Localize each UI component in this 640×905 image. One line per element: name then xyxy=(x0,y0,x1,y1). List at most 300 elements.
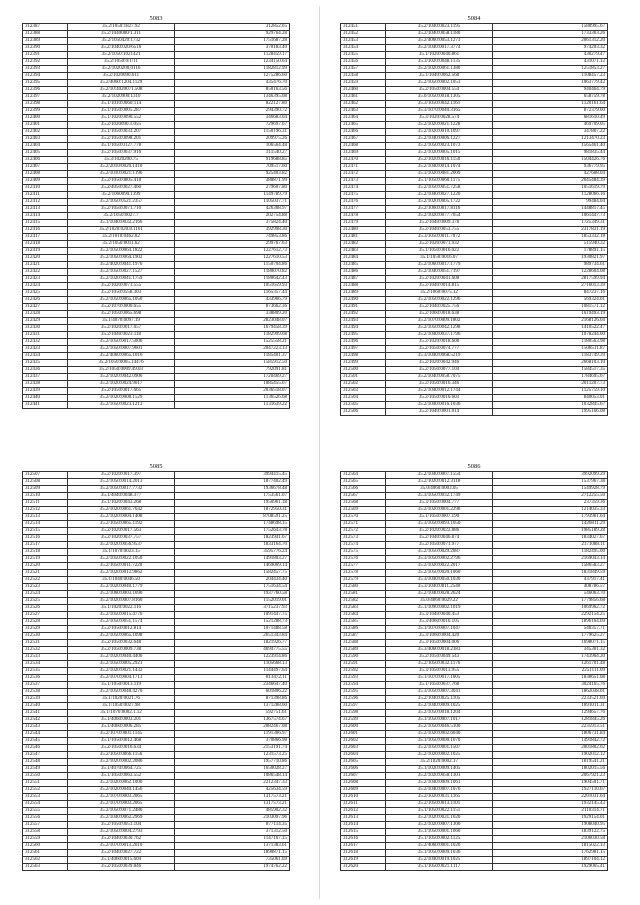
amount-cell: 1872950.31 xyxy=(175,507,290,514)
row-id-cell: 312503 xyxy=(341,388,386,395)
row-id-cell: 312426 xyxy=(23,297,68,304)
row-id-cell: 312501 xyxy=(341,374,386,381)
reference-cell: 35.1/1020:0021.76 xyxy=(68,696,175,703)
row-id-cell: 312486 xyxy=(341,269,386,276)
reference-cell: 35.2/1020:0041.1759 xyxy=(68,276,175,283)
table-row xyxy=(23,801,290,808)
amount-cell: 813472.11 xyxy=(175,675,290,682)
reference-cell: 35.2/1020:0031.1020 xyxy=(386,815,493,822)
reference-cell: 35.2/1020:0041.608 xyxy=(386,276,493,283)
table-row xyxy=(23,633,290,640)
table-row xyxy=(341,213,608,220)
amount-cell: 1061447.73 xyxy=(493,213,608,220)
row-id-cell: 312506 xyxy=(341,409,386,416)
reference-cell: 35.2/1040:0012.1744 xyxy=(386,388,493,395)
reference-cell: 35.2/1050:0071.977 xyxy=(386,542,493,549)
row-id-cell: 312390 xyxy=(23,45,68,52)
reference-cell: 35.1/1070:0007.1047 xyxy=(386,626,493,633)
row-id-cell: 312473 xyxy=(341,178,386,185)
reference-cell: 35.2/1020:0017.057 xyxy=(68,325,175,332)
reference-cell: 35.2/1020:0040.1456 xyxy=(68,787,175,794)
table-row xyxy=(341,773,608,780)
row-id-cell: 312428 xyxy=(23,311,68,318)
reference-cell: 35.2/1050:0037.916 xyxy=(68,150,175,157)
table-row xyxy=(341,143,608,150)
reference-cell: 35.2/1050:0066.1156 xyxy=(68,752,175,759)
reference-cell: 35.2/1020:0002.17 xyxy=(386,759,493,766)
table-row xyxy=(23,164,290,171)
amount-cell: 1213470.23 xyxy=(493,136,608,143)
row-id-cell: 312548 xyxy=(23,759,68,766)
reference-cell: 35.3/1070:0040.3165 xyxy=(386,108,493,115)
row-id-cell: 312573 xyxy=(341,535,386,542)
table-block-3 xyxy=(22,463,290,871)
table-row xyxy=(341,759,608,766)
amount-cell: 546063.70 xyxy=(493,591,608,598)
amount-cell: 3992099.29 xyxy=(493,472,608,479)
row-id-cell: 312388 xyxy=(23,31,68,38)
reference-cell: 35.1/1050:0013.119 xyxy=(68,682,175,689)
reference-cell: 35.0/4060:0003.05 xyxy=(386,486,493,493)
row-id-cell: 312467 xyxy=(341,136,386,143)
amount-cell: 1085455.07 xyxy=(175,381,290,388)
table-row xyxy=(23,563,290,570)
row-id-cell: 312461 xyxy=(341,94,386,101)
table-row xyxy=(23,157,290,164)
row-id-cell: 312389 xyxy=(23,38,68,45)
amount-cell: 1580995.67 xyxy=(493,24,608,31)
table-row xyxy=(341,843,608,850)
row-id-cell: 312577 xyxy=(341,563,386,570)
row-id-cell: 312480 xyxy=(341,227,386,234)
reference-cell: 35.2/1060:0003.1690 xyxy=(68,591,175,598)
amount-cell: 1152019.01 xyxy=(175,598,290,605)
amount-cell: 1930821.97 xyxy=(493,255,608,262)
row-id-cell: 312507 xyxy=(23,472,68,479)
reference-cell: 35.3/1050:0011.7072 xyxy=(386,234,493,241)
reference-cell: 35.2/1040:0051.7197 xyxy=(386,269,493,276)
row-id-cell: 312400 xyxy=(23,115,68,122)
row-id-cell: 312522 xyxy=(23,577,68,584)
amount-cell: 1185401.37 xyxy=(175,353,290,360)
table-row xyxy=(23,752,290,759)
amount-cell: 1469069.14 xyxy=(175,563,290,570)
data-table xyxy=(340,23,608,416)
table-row xyxy=(23,850,290,857)
table-row xyxy=(23,122,290,129)
reference-cell: 35.1/1020:0022.116 xyxy=(68,605,175,612)
amount-cell: 204434.40 xyxy=(175,577,290,584)
row-id-cell: 312617 xyxy=(341,843,386,850)
amount-cell: 1128459.17 xyxy=(175,52,290,59)
row-id-cell: 312403 xyxy=(23,136,68,143)
row-id-cell: 312526 xyxy=(23,605,68,612)
table-row xyxy=(341,220,608,227)
amount-cell: 1182999.68 xyxy=(175,332,290,339)
reference-cell: 35.2/1040:0028.2624 xyxy=(386,591,493,598)
table-row xyxy=(341,542,608,549)
amount-cell: 202754.88 xyxy=(175,213,290,220)
table-title: 5084 xyxy=(467,15,481,22)
row-id-cell: 312504 xyxy=(341,395,386,402)
row-id-cell: 312596 xyxy=(341,696,386,703)
amount-cell: 1784695.67 xyxy=(493,374,608,381)
amount-cell: 1834027.67 xyxy=(493,535,608,542)
table-row xyxy=(341,115,608,122)
reference-cell: 35.3/1050:0013.955 xyxy=(386,668,493,675)
row-id-cell: 312569 xyxy=(341,507,386,514)
row-id-cell: 312510 xyxy=(23,493,68,500)
row-id-cell: 312530 xyxy=(23,633,68,640)
amount-cell: 1180070.82 xyxy=(175,269,290,276)
row-id-cell: 312387 xyxy=(23,24,68,31)
reference-cell: 35.1/1050:0033.207 xyxy=(68,129,175,136)
table-row xyxy=(23,472,290,479)
table-row xyxy=(341,731,608,738)
table-row xyxy=(341,262,608,269)
amount-cell: 375824.40 xyxy=(175,220,290,227)
amount-cell: 925403.82 xyxy=(175,171,290,178)
reference-cell: 35.3/1040:0040.453 xyxy=(386,612,493,619)
row-id-cell: 312422 xyxy=(23,269,68,276)
reference-cell: 35.1/4070:0097.19 xyxy=(68,318,175,325)
row-id-cell: 312405 xyxy=(23,150,68,157)
amount-cell: 1733303.26 xyxy=(493,31,608,38)
table-row xyxy=(341,80,608,87)
reference-cell: 35.2/1020:0071.932 xyxy=(386,241,493,248)
reference-cell: 35.2/1050:0065.1192 xyxy=(68,521,175,528)
row-id-cell: 312406 xyxy=(23,157,68,164)
amount-cell: 1182812.99 xyxy=(175,66,290,73)
amount-cell: 1426811.29 xyxy=(493,521,608,528)
row-id-cell: 312541 xyxy=(23,710,68,717)
row-id-cell: 312432 xyxy=(23,339,68,346)
row-id-cell: 312407 xyxy=(23,164,68,171)
amount-cell: 981835.44 xyxy=(493,150,608,157)
reference-cell: 35.1/1040:0032.2166 xyxy=(68,220,175,227)
reference-cell: 35.2/1020:0062.1000 xyxy=(68,780,175,787)
amount-cell: 1793961.64 xyxy=(493,514,608,521)
reference-cell: 35.2/1040080/1.311 xyxy=(68,31,175,38)
amount-cell: 345301.32 xyxy=(493,647,608,654)
reference-cell: 35.2/1050:0027.7 xyxy=(68,213,175,220)
table-row xyxy=(341,52,608,59)
table-row xyxy=(341,255,608,262)
table-row xyxy=(341,108,608,115)
reference-cell: 35.3/1050:0004.006 xyxy=(386,640,493,647)
amount-cell: 1491803.27 xyxy=(175,556,290,563)
row-id-cell: 312496 xyxy=(341,339,386,346)
table-row xyxy=(341,647,608,654)
reference-cell: 35.2/1050:0046.5100 xyxy=(386,724,493,731)
table-row xyxy=(23,759,290,766)
row-id-cell: 312605 xyxy=(341,759,386,766)
table-row xyxy=(23,129,290,136)
row-id-cell: 312495 xyxy=(341,332,386,339)
table-row xyxy=(341,472,608,479)
amount-cell: 2346647.40 xyxy=(175,682,290,689)
amount-cell: 1261701.48 xyxy=(493,661,608,668)
amount-cell: 1932145.43 xyxy=(493,801,608,808)
table-row xyxy=(341,850,608,857)
row-id-cell: 312498 xyxy=(341,353,386,360)
row-id-cell: 312619 xyxy=(341,857,386,864)
amount-cell: 569324.01 xyxy=(493,297,608,304)
reference-cell: 35.2/1060:0075.12 xyxy=(386,290,493,297)
row-id-cell: 312556 xyxy=(23,815,68,822)
amount-cell: 1367574.67 xyxy=(175,717,290,724)
amount-cell: 2233521.69 xyxy=(493,696,608,703)
amount-cell: 1182495.00 xyxy=(493,549,608,556)
table-row xyxy=(341,388,608,395)
table-row xyxy=(341,248,608,255)
reference-cell: 35.0/1050:0018.1305 xyxy=(386,94,493,101)
table-row xyxy=(341,178,608,185)
table-row xyxy=(23,836,290,843)
amount-cell: 430279.47 xyxy=(493,52,608,59)
amount-cell: 3595776.24 xyxy=(175,549,290,556)
table-block-2 xyxy=(340,15,608,416)
table-row xyxy=(341,59,608,66)
amount-cell: 485902.32 xyxy=(175,808,290,815)
reference-cell: 35.1/1050:0037.768 xyxy=(386,682,493,689)
reference-cell: 35.2/1050:0017.665 xyxy=(68,388,175,395)
reference-cell: 35.2/1070:0001.1145 xyxy=(68,731,175,738)
amount-cell: 1317573.21 xyxy=(175,801,290,808)
amount-cell: 847237.16 xyxy=(493,290,608,297)
reference-cell: 35.2/1020:0061.1380 xyxy=(386,66,493,73)
row-id-cell: 312566 xyxy=(341,486,386,493)
amount-cell: 1521288.73 xyxy=(175,619,290,626)
row-id-cell: 312440 xyxy=(23,395,68,402)
reference-cell: 35.2/1040:0058.1180 xyxy=(386,31,493,38)
amount-cell: 1165357.44 xyxy=(175,290,290,297)
amount-cell: 437917.41 xyxy=(493,577,608,584)
amount-cell: 1853332.18 xyxy=(493,234,608,241)
reference-cell: 35.2/1050:0020.1060 xyxy=(386,570,493,577)
row-id-cell: 312579 xyxy=(341,577,386,584)
row-id-cell: 312399 xyxy=(23,108,68,115)
reference-cell: 35.2/1040:0027.722 xyxy=(68,850,175,857)
reference-cell: 35.1/4060:0015.604 xyxy=(68,857,175,864)
reference-cell: 35.2/1040:0023.1195 xyxy=(386,24,493,31)
row-id-cell: 312454 xyxy=(341,45,386,52)
amount-cell: 2168126.04 xyxy=(493,318,608,325)
row-id-cell: 312499 xyxy=(341,360,386,367)
reference-cell: 35.1/1050:0016.022 xyxy=(386,248,493,255)
amount-cell: 4694775.55 xyxy=(175,647,290,654)
table-row xyxy=(23,311,290,318)
amount-cell: 1069962.72 xyxy=(493,605,608,612)
row-id-cell: 312462 xyxy=(341,101,386,108)
table-row xyxy=(23,24,290,31)
amount-cell: 871398.86 xyxy=(175,696,290,703)
row-id-cell: 312529 xyxy=(23,626,68,633)
row-id-cell: 312576 xyxy=(341,556,386,563)
table-row xyxy=(341,129,608,136)
row-id-cell: 312458 xyxy=(341,73,386,80)
row-id-cell: 312502 xyxy=(341,381,386,388)
row-id-cell: 312599 xyxy=(341,717,386,724)
table-row xyxy=(23,780,290,787)
amount-cell: 2171088.11 xyxy=(493,542,608,549)
reference-cell: 35.2/1050:0016.603 xyxy=(386,395,493,402)
amount-cell: 1183749.39 xyxy=(493,353,608,360)
reference-cell: 35.2/1050:0023.1073 xyxy=(386,143,493,150)
table-row xyxy=(341,591,608,598)
row-id-cell: 312600 xyxy=(341,724,386,731)
table-row xyxy=(341,283,608,290)
reference-cell: 35.2/1040:0009.1061 xyxy=(386,780,493,787)
table-row xyxy=(23,304,290,311)
reference-cell: 35.1/1040:0062.568 xyxy=(386,73,493,80)
reference-cell: 35.2/1040:0062.2969 xyxy=(68,815,175,822)
reference-cell: 35.2/1040:0058.7075 xyxy=(386,374,493,381)
amount-cell: 850163.56 xyxy=(175,87,290,94)
amount-cell: 919688.85 xyxy=(175,157,290,164)
amount-cell: 1537967.38 xyxy=(493,479,608,486)
table-row xyxy=(23,171,290,178)
reference-cell: 35.2/1050:0004.554 xyxy=(386,87,493,94)
amount-cell: 2817599.94 xyxy=(493,276,608,283)
reference-cell: 35.2/1040:020/6516 xyxy=(68,45,175,52)
row-id-cell: 312465 xyxy=(341,122,386,129)
table-row xyxy=(341,157,608,164)
table-row xyxy=(341,801,608,808)
amount-cell: 1897104.12 xyxy=(493,857,608,864)
table-row xyxy=(23,598,290,605)
reference-cell: 35.1/4040:0048.377 xyxy=(68,493,175,500)
amount-cell: 872379.60 xyxy=(493,108,608,115)
row-id-cell: 312470 xyxy=(341,157,386,164)
table-row xyxy=(341,87,608,94)
reference-cell: 35.0/4060:0029.22 xyxy=(386,598,493,605)
amount-cell: 294390.72 xyxy=(175,108,290,115)
reference-cell: 35.1/1050:0009.1036 xyxy=(386,850,493,857)
reference-cell: 35.2/1050:0065.698 xyxy=(68,311,175,318)
reference-cell: 35.2/1020:0031.1165 xyxy=(386,794,493,801)
amount-cell: 1078244.60 xyxy=(493,332,608,339)
amount-cell: 1136526.68 xyxy=(175,395,290,402)
amount-cell: 792091.81 xyxy=(175,367,290,374)
row-id-cell: 312561 xyxy=(23,850,68,857)
row-id-cell: 312558 xyxy=(23,829,68,836)
reference-cell: 35.2/1050:0011.7220 xyxy=(68,563,175,570)
table-row xyxy=(341,101,608,108)
row-id-cell: 312589 xyxy=(341,647,386,654)
table-row xyxy=(23,325,290,332)
table-row xyxy=(23,269,290,276)
table-row xyxy=(341,73,608,80)
reference-cell: 35.2/1020:0071.555 xyxy=(68,283,175,290)
amount-cell: 2106030.58 xyxy=(493,836,608,843)
reference-cell: 35.2/1020:0016.1150 xyxy=(386,157,493,164)
row-id-cell: 312535 xyxy=(23,668,68,675)
amount-cell: 989734.61 xyxy=(493,262,608,269)
reference-cell: 35.2/1070:0004.1713 xyxy=(68,675,175,682)
reference-cell: 35.2/1040:0007.1554 xyxy=(386,472,493,479)
amount-cell: 1815022.13 xyxy=(493,843,608,850)
row-id-cell: 312551 xyxy=(23,780,68,787)
reference-cell: 35.2/1050:0074.777 xyxy=(386,346,493,353)
reference-cell: 35.1/1090:0002.1019 xyxy=(386,605,493,612)
row-id-cell: 312455 xyxy=(341,52,386,59)
amount-cell: 1508511.87 xyxy=(493,346,608,353)
table-row xyxy=(341,185,608,192)
row-id-cell: 312452 xyxy=(341,31,386,38)
row-id-cell: 312583 xyxy=(341,605,386,612)
amount-cell: 1227610.53 xyxy=(175,255,290,262)
table-row xyxy=(23,395,290,402)
row-id-cell: 312606 xyxy=(341,766,386,773)
reference-cell: 35.1/1050:0002.1125 xyxy=(386,836,493,843)
reference-cell: 35.3/1050:0004.777 xyxy=(386,500,493,507)
row-id-cell: 312603 xyxy=(341,745,386,752)
reference-cell: 35.2/1020200,0116 xyxy=(68,66,175,73)
row-id-cell: 312581 xyxy=(341,591,386,598)
amount-cell: 338809.20 xyxy=(175,311,290,318)
table-row xyxy=(23,108,290,115)
table-row xyxy=(23,570,290,577)
reference-cell: 35.2/2010/0020.1410 xyxy=(68,164,175,171)
reference-cell: 35.2/1040:0037.1796 xyxy=(386,332,493,339)
row-id-cell: 312419 xyxy=(23,248,68,255)
table-row xyxy=(341,689,608,696)
table-row xyxy=(23,556,290,563)
amount-cell: 1927110.67 xyxy=(493,787,608,794)
amount-cell: 1753561.07 xyxy=(175,493,290,500)
amount-cell: 1831849.59 xyxy=(493,570,608,577)
table-row xyxy=(341,290,608,297)
amount-cell: 1149789.79 xyxy=(175,192,290,199)
amount-cell: 1228604.08 xyxy=(493,269,608,276)
row-id-cell: 312544 xyxy=(23,731,68,738)
amount-cell: 1191306.97 xyxy=(175,731,290,738)
amount-cell: 426308.97 xyxy=(175,206,290,213)
reference-cell: 35.2/1050:0011.62 xyxy=(68,241,175,248)
table-title: 5083 xyxy=(149,15,163,22)
amount-cell: 1751634.54 xyxy=(175,584,290,591)
table-row xyxy=(341,822,608,829)
row-id-cell: 312479 xyxy=(341,220,386,227)
amount-cell: 8708591.25 xyxy=(175,514,290,521)
table-row xyxy=(341,227,608,234)
row-id-cell: 312435 xyxy=(23,360,68,367)
table-row xyxy=(23,521,290,528)
row-id-cell: 312464 xyxy=(341,115,386,122)
reference-cell: 35.1/1070:0023.15 xyxy=(68,549,175,556)
amount-cell: 1125759.10 xyxy=(493,388,608,395)
row-id-cell: 312563 xyxy=(23,864,68,871)
table-row xyxy=(23,199,290,206)
table-row xyxy=(23,178,290,185)
reference-cell: 35.1/1050:0007.1017 xyxy=(386,717,493,724)
reference-cell: 35.2/1050:0017.7732 xyxy=(68,486,175,493)
table-row xyxy=(341,507,608,514)
table-row xyxy=(23,584,290,591)
row-id-cell: 312545 xyxy=(23,738,68,745)
amount-cell: 1929154.01 xyxy=(493,815,608,822)
reference-cell: 35.2/1050:0064.1902 xyxy=(68,255,175,262)
reference-cell: 35.2/1050:0013.1101 xyxy=(386,801,493,808)
row-id-cell: 312536 xyxy=(23,675,68,682)
amount-cell: 1294657.76 xyxy=(493,710,608,717)
table-row xyxy=(341,367,608,374)
row-id-cell: 312395 xyxy=(23,80,68,87)
amount-cell: 658759.78 xyxy=(493,94,608,101)
table-row xyxy=(341,626,608,633)
reference-cell: 35.2/1070:0009.1802 xyxy=(386,318,493,325)
